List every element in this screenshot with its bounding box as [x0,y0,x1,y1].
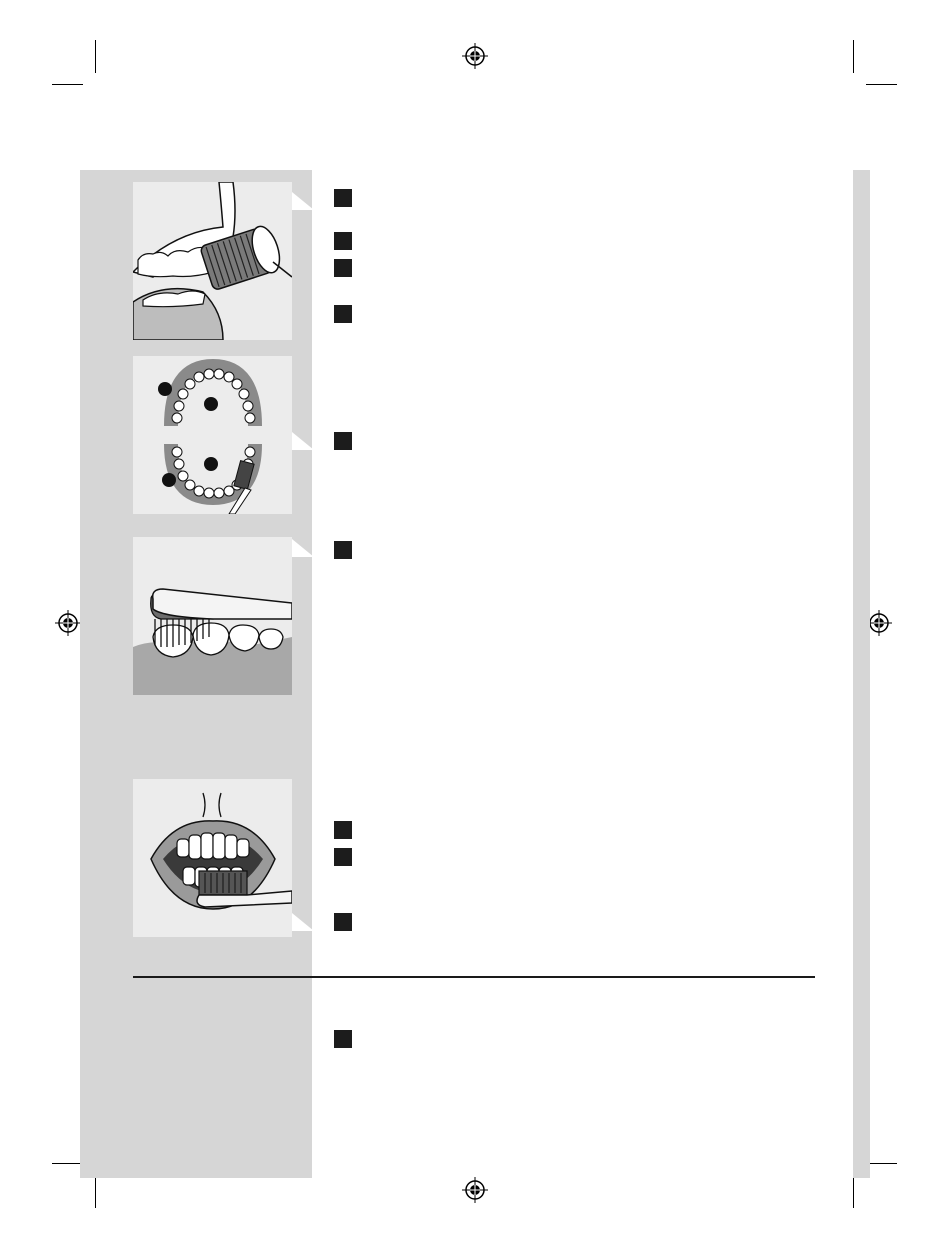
crop-mark [866,1163,897,1164]
step-marker [334,821,352,839]
step-marker [334,1030,352,1048]
right-margin-bar [853,170,870,1178]
crop-mark [52,1163,83,1164]
step-marker [334,848,352,866]
step-marker [334,913,352,931]
crop-mark [95,1175,96,1208]
step-marker [334,541,352,559]
step-marker [334,232,352,250]
section-divider [133,976,815,978]
toothbrush-gumline-icon [133,537,292,695]
crop-mark [95,40,96,73]
illustration-panel-4 [133,779,292,937]
toothbrush-angled-icon [133,182,292,340]
illustration-panel-2 [133,356,292,514]
panel-pointer [292,432,314,450]
crop-mark [52,84,83,85]
registration-mark-icon [462,43,488,69]
crop-mark [866,84,897,85]
step-marker [334,259,352,277]
registration-mark-icon [55,610,81,636]
illustration-panel-3 [133,537,292,695]
jaw-diagram-icon [133,356,292,514]
step-marker [334,305,352,323]
panel-pointer [292,192,314,210]
step-marker [334,432,352,450]
illustration-panel-1 [133,182,292,340]
crop-mark [853,40,854,73]
panel-pointer [292,913,314,931]
panel-pointer [292,539,314,557]
step-marker [334,189,352,207]
crop-mark [853,1175,854,1208]
registration-mark-icon [462,1177,488,1203]
mouth-front-icon [133,779,292,937]
